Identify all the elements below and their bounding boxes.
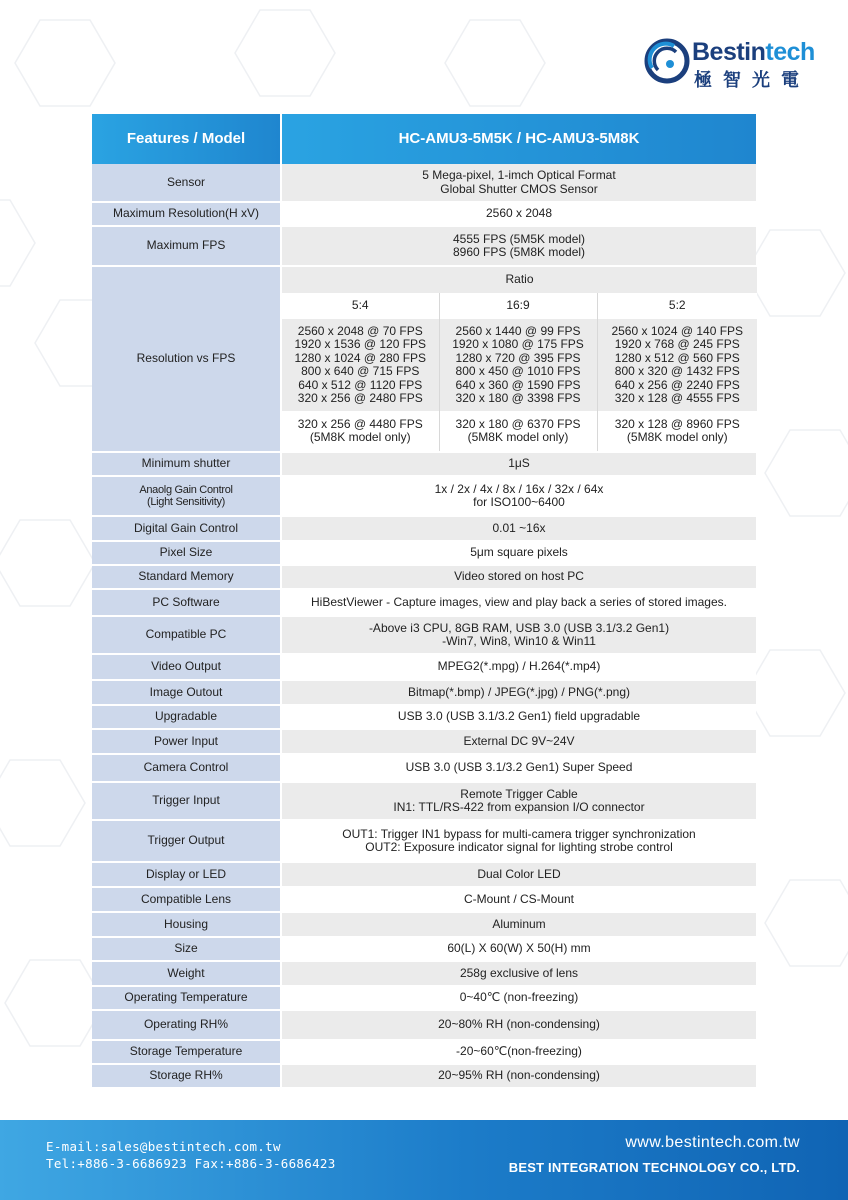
company-logo	[644, 36, 824, 90]
ratio-name: 16:9	[439, 293, 597, 319]
spec-label	[92, 202, 281, 226]
spec-label-line: Display or LED	[145, 866, 227, 881]
spec-value-line: Bitmap(*.bmp) / JPEG(*.jpg) / PNG(*.png)	[407, 684, 631, 699]
spec-table	[92, 114, 756, 1089]
spec-value-line: -20~60℃(non-freezing)	[456, 1044, 582, 1059]
fps-entry: 800 x 320 @ 1432 FPS	[614, 364, 740, 378]
fps-entry: 2560 x 2048 @ 70 FPS	[297, 323, 423, 338]
spec-label-line: Storage Temperature	[129, 1044, 243, 1059]
spec-label	[92, 452, 281, 476]
spec-label-line: Size	[174, 941, 198, 956]
logo-chinese-name: 極智光電	[694, 70, 810, 90]
spec-row-housing	[92, 912, 756, 937]
spec-row-anaolg-gain-control-light-sensitivity	[92, 476, 756, 516]
spec-row-operating-rh	[92, 1010, 756, 1040]
spec-label-line: Trigger Input	[152, 793, 220, 808]
fps-list	[597, 319, 757, 411]
ratio-name: 5:4	[282, 293, 439, 319]
spec-label	[92, 1064, 281, 1088]
spec-row-maximum-fps	[92, 226, 756, 266]
ratio-heading: Ratio	[282, 267, 757, 293]
spec-value-line: USB 3.0 (USB 3.1/3.2 Gen1) Super Speed	[405, 760, 633, 775]
spec-label-line: Operating Temperature	[124, 990, 248, 1005]
footer-email[interactable]: E-mail:sales@bestintech.com.tw	[46, 1139, 281, 1154]
spec-row-minimum-shutter	[92, 452, 756, 476]
spec-value-line: External DC 9V~24V	[463, 733, 575, 748]
spec-value-line: Global Shutter CMOS Sensor	[440, 181, 598, 196]
spec-row-trigger-output	[92, 820, 756, 862]
spec-value-line: Remote Trigger Cable	[460, 786, 578, 801]
spec-value	[281, 820, 756, 862]
spec-label	[92, 754, 281, 782]
spec-row-standard-memory	[92, 565, 756, 589]
spec-label-line: Operating RH%	[143, 1017, 229, 1032]
footer-contact	[46, 1138, 336, 1172]
spec-row-resolution-vs-fps	[92, 266, 756, 452]
header-model-name: HC-AMU3-5M5K / HC-AMU3-5M8K	[281, 114, 756, 164]
spec-row-size	[92, 937, 756, 961]
spec-label	[92, 912, 281, 937]
fps-entry: 800 x 640 @ 715 FPS	[301, 364, 420, 378]
fps-extra	[282, 411, 439, 451]
fps-entry: 1280 x 720 @ 395 FPS	[455, 350, 581, 365]
fps-extra-line: (5M8K model only)	[467, 430, 569, 444]
spec-value-line: IN1: TTL/RS-422 from expansion I/O connector	[393, 800, 645, 814]
spec-label	[92, 680, 281, 705]
resolution-fps-table	[282, 267, 757, 451]
spec-label	[92, 937, 281, 961]
spec-label-line: Weight	[167, 965, 205, 980]
spec-label	[92, 164, 281, 202]
fps-extra-line: (5M8K model only)	[626, 430, 728, 444]
spec-label-line: Pixel Size	[159, 545, 213, 560]
spec-value	[281, 887, 756, 912]
spec-label	[92, 986, 281, 1010]
spec-label-line: Anaolg Gain Control	[139, 484, 233, 496]
spec-label-line: Maximum FPS	[146, 238, 226, 253]
header-features-model: Features / Model	[92, 114, 281, 164]
spec-value	[281, 754, 756, 782]
spec-label-line: (Light Sensitivity)	[146, 496, 226, 508]
spec-label-line: Video Output	[151, 659, 221, 674]
fps-extra-line: 320 x 256 @ 4480 FPS	[297, 416, 423, 431]
spec-label	[92, 226, 281, 266]
spec-row-maximum-resolution-h-xv	[92, 202, 756, 226]
spec-value-line: 5 Mega-pixel, 1-imch Optical Format	[422, 168, 616, 182]
spec-label-line: Housing	[163, 916, 209, 931]
spec-label-line: Standard Memory	[138, 569, 234, 584]
spec-row-weight	[92, 961, 756, 986]
spec-value-line: 0~40℃ (non-freezing)	[459, 990, 579, 1005]
spec-label	[92, 705, 281, 729]
spec-label	[92, 616, 281, 654]
spec-label	[92, 961, 281, 986]
fps-entry: 640 x 360 @ 1590 FPS	[455, 377, 581, 392]
spec-row-image-outout	[92, 680, 756, 705]
fps-entry: 1920 x 1080 @ 175 FPS	[452, 337, 584, 351]
fps-extra-line: (5M8K model only)	[309, 430, 411, 444]
spec-value-line: 5μm square pixels	[470, 545, 568, 560]
table-header-row	[92, 114, 756, 164]
spec-value-line: 258g exclusive of lens	[459, 965, 579, 980]
spec-row-pc-software	[92, 589, 756, 616]
spec-row-compatible-lens	[92, 887, 756, 912]
spec-value	[281, 912, 756, 937]
spec-label-line: PC Software	[152, 594, 220, 609]
spec-label-line: Compatible PC	[145, 627, 227, 642]
spec-label	[92, 565, 281, 589]
spec-value-line: 1x / 2x / 4x / 8x / 16x / 32x / 64x	[434, 481, 604, 496]
spec-label-line: Upgradable	[154, 709, 218, 724]
spec-value-line: 60(L) X 60(W) X 50(H) mm	[447, 941, 591, 956]
spec-label-line: Image Outout	[149, 684, 223, 699]
spec-row-trigger-input	[92, 782, 756, 820]
spec-value	[281, 516, 756, 541]
spec-label-line: Maximum Resolution(H xV)	[112, 206, 260, 221]
fps-entry: 320 x 256 @ 2480 FPS	[297, 391, 423, 405]
spec-row-display-or-led	[92, 862, 756, 887]
spec-row-digital-gain-control	[92, 516, 756, 541]
fps-extra-line: 320 x 128 @ 8960 FPS	[614, 416, 740, 431]
footer-phone: Tel:+886-3-6686923 Fax:+886-3-6686423	[46, 1156, 336, 1171]
spec-value-line: 0.01 ~16x	[492, 520, 546, 535]
spec-value	[281, 589, 756, 616]
spec-value-line: MPEG2(*.mpg) / H.264(*.mp4)	[437, 659, 601, 674]
spec-label	[92, 476, 281, 516]
spec-value-line: 8960 FPS (5M8K model)	[452, 245, 586, 259]
fps-entry: 320 x 128 @ 4555 FPS	[614, 391, 740, 405]
spec-row-operating-temperature	[92, 986, 756, 1010]
spec-value-line: Video stored on host PC	[454, 569, 584, 584]
spec-row-upgradable	[92, 705, 756, 729]
spec-value	[281, 782, 756, 820]
fps-extra	[439, 411, 597, 451]
spec-label	[92, 654, 281, 680]
spec-value-line: 20~95% RH (non-condensing)	[438, 1068, 600, 1083]
fps-entry: 1920 x 768 @ 245 FPS	[614, 337, 740, 351]
spec-row-pixel-size	[92, 541, 756, 565]
spec-value-line: 2560 x 2048	[485, 206, 553, 221]
spec-value	[281, 452, 756, 476]
spec-value	[281, 986, 756, 1010]
fps-entry: 2560 x 1440 @ 99 FPS	[455, 323, 581, 338]
spec-label	[92, 589, 281, 616]
spec-value-line: C-Mount / CS-Mount	[463, 891, 575, 906]
spec-value-line: OUT2: Exposure indicator signal for lighting strobe control	[365, 840, 673, 854]
spec-value-line: 1μS	[508, 456, 530, 471]
spec-value-line: USB 3.0 (USB 3.1/3.2 Gen1) field upgradable	[397, 709, 641, 724]
fps-entry: 640 x 256 @ 2240 FPS	[614, 377, 740, 392]
spec-value	[281, 1010, 756, 1040]
spec-row-compatible-pc	[92, 616, 756, 654]
spec-label	[92, 541, 281, 565]
spec-label-line: Minimum shutter	[141, 456, 231, 471]
spec-value	[281, 680, 756, 705]
spec-value-line: Dual Color LED	[477, 866, 561, 881]
spec-label-line: Compatible Lens	[140, 891, 232, 906]
spec-row-camera-control	[92, 754, 756, 782]
spec-value	[281, 202, 756, 226]
spec-value	[281, 862, 756, 887]
spec-label-line: Camera Control	[143, 760, 229, 775]
spec-value	[281, 705, 756, 729]
fps-extra	[597, 411, 757, 451]
spec-value	[281, 937, 756, 961]
logo-globe-icon	[644, 38, 690, 84]
spec-label	[92, 729, 281, 754]
fps-entry: 1280 x 1024 @ 280 FPS	[294, 350, 427, 365]
spec-label: Resolution vs FPS	[92, 266, 281, 452]
spec-value	[281, 729, 756, 754]
fps-extra-line: 320 x 180 @ 6370 FPS	[455, 416, 581, 431]
spec-value-line: OUT1: Trigger IN1 bypass for multi-camera trigger synchronization	[342, 826, 696, 841]
spec-value	[281, 616, 756, 654]
fps-entry: 1280 x 512 @ 560 FPS	[614, 350, 740, 365]
spec-value-line: HiBestViewer - Capture images, view and play back a series of stored images.	[311, 594, 727, 609]
spec-row-video-output	[92, 654, 756, 680]
spec-row-storage-temperature	[92, 1040, 756, 1064]
spec-value-line: 20~80% RH (non-condensing)	[438, 1017, 600, 1032]
spec-value	[281, 226, 756, 266]
fps-entry: 1920 x 1536 @ 120 FPS	[294, 337, 427, 351]
spec-value	[281, 1040, 756, 1064]
spec-row-storage-rh	[92, 1064, 756, 1088]
spec-value	[281, 565, 756, 589]
spec-value	[281, 1064, 756, 1088]
fps-entry: 800 x 450 @ 1010 FPS	[455, 364, 581, 378]
spec-label-line: Trigger Output	[147, 833, 225, 848]
spec-label	[92, 782, 281, 820]
spec-label-line: Sensor	[166, 174, 206, 189]
spec-value-line: Aluminum	[492, 916, 546, 931]
spec-value	[281, 164, 756, 202]
spec-value-line: -Above i3 CPU, 8GB RAM, USB 3.0 (USB 3.1/3.2 Gen1)	[368, 620, 670, 635]
spec-label	[92, 516, 281, 541]
spec-label	[92, 862, 281, 887]
spec-value	[281, 961, 756, 986]
spec-label	[92, 820, 281, 862]
spec-value-line: -Win7, Win8, Win10 & Win11	[442, 634, 596, 648]
spec-value	[281, 654, 756, 680]
spec-value	[281, 541, 756, 565]
spec-label-line: Digital Gain Control	[133, 520, 239, 535]
spec-label	[92, 1010, 281, 1040]
footer-company-name: BEST INTEGRATION TECHNOLOGY CO., LTD.	[508, 1160, 800, 1175]
spec-value	[281, 476, 756, 516]
spec-label	[92, 1040, 281, 1064]
fps-entry: 320 x 180 @ 3398 FPS	[455, 391, 581, 405]
footer-bar	[0, 1120, 848, 1200]
fps-list	[282, 319, 439, 411]
fps-entry: 2560 x 1024 @ 140 FPS	[611, 323, 744, 338]
ratio-name: 5:2	[597, 293, 757, 319]
spec-value-line: for ISO100~6400	[473, 495, 565, 509]
resolution-fps-table-cell	[281, 266, 756, 452]
spec-value-line: 4555 FPS (5M5K model)	[452, 231, 586, 246]
spec-label-line: Storage RH%	[149, 1068, 223, 1083]
fps-entry: 640 x 512 @ 1120 FPS	[298, 377, 423, 392]
logo-wordmark: Bestintech	[692, 38, 815, 66]
spec-row-sensor	[92, 164, 756, 202]
spec-label	[92, 887, 281, 912]
footer-website[interactable]: www.bestintech.com.tw	[625, 1134, 800, 1151]
spec-row-power-input	[92, 729, 756, 754]
fps-list	[439, 319, 597, 411]
spec-label-line: Power Input	[153, 733, 219, 748]
